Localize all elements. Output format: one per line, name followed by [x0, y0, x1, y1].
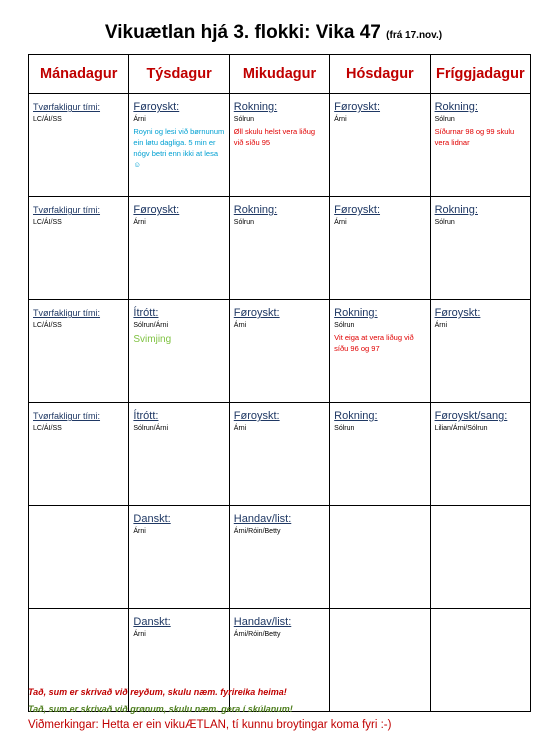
lesson-teacher: Árni [133, 528, 146, 535]
schedule-table [28, 54, 531, 712]
lesson-teacher: Árni [334, 219, 347, 226]
day-header-friday: Fríggjadagur [430, 55, 530, 94]
lesson-subject: Tvørfakligur tími: [33, 102, 101, 112]
schedule-cell [330, 609, 430, 712]
lesson-note: Royni og lesi við børnunum ein løtu dagliga. 5 min er nógv betri enn ikki at lesa☺ [133, 127, 225, 169]
schedule-cell [430, 197, 530, 300]
lesson-teacher: Árni [133, 219, 146, 226]
schedule-row [29, 197, 531, 300]
lesson-teacher: LC/ÁI/SS [33, 219, 62, 226]
lesson-subject: Danskt: [133, 513, 171, 525]
footer-homework-note: Tað, sum er skrivað við reyðum, skulu næm. fyrireika heima! [28, 687, 287, 697]
lesson-subject: Ítrótt: [133, 410, 159, 422]
schedule-cell [129, 197, 229, 300]
schedule-cell [430, 506, 530, 609]
day-header-monday: Mánadagur [29, 55, 129, 94]
schedule-cell [29, 300, 129, 403]
title-text: Vikuætlan hjá 3. flokki: Vika 47 [104, 22, 381, 43]
remark: Viðmerkingar: Hetta er ein vikuÆTLAN, tí kunnu broytingar koma fyri :-) [28, 719, 392, 731]
lesson-teacher: LC/ÁI/SS [33, 116, 62, 123]
lesson-note: Øll skulu helst vera liðug við síðu 95 [233, 127, 316, 147]
schedule-cell [29, 197, 129, 300]
lesson-subject: Danskt: [133, 616, 171, 628]
lesson-subject: Føroyskt: [233, 410, 280, 422]
page-title [0, 22, 547, 44]
schedule-cell [129, 300, 229, 403]
schedule-row [29, 94, 531, 197]
schedule-cell [129, 403, 229, 506]
lesson-subject: Føroyskt/sang: [434, 410, 508, 422]
schedule-cell [330, 300, 430, 403]
schedule-cell [29, 403, 129, 506]
lesson-subject: Føroyskt: [133, 101, 180, 113]
day-header-row [29, 55, 531, 94]
schedule-cell [330, 403, 430, 506]
schedule-row [29, 300, 531, 403]
lesson-teacher: Árni [133, 631, 146, 638]
lesson-teacher: Lilian/Árni/Sólrun [434, 425, 488, 432]
schedule-cell [330, 94, 430, 197]
schedule-cell [330, 197, 430, 300]
lesson-teacher: Sólrun [233, 116, 255, 123]
lesson-teacher: Árni [334, 116, 347, 123]
lesson-subject: Handav/list: [233, 513, 292, 525]
schedule-cell [229, 94, 329, 197]
lesson-teacher: Sólrun/Árni [133, 425, 169, 432]
schedule-cell [330, 506, 430, 609]
lesson-teacher: LC/ÁI/SS [33, 322, 62, 329]
title-date: (frá 17.nov.) [386, 30, 443, 41]
lesson-teacher: Árni [434, 322, 448, 329]
lesson-subject: Rokning: [233, 101, 278, 113]
day-header-tuesday: Týsdagur [129, 55, 229, 94]
schedule-cell [430, 403, 530, 506]
lesson-note: Síðurnar 98 og 99 skulu vera lidnar [434, 127, 515, 147]
lesson-subject: Handav/list: [233, 616, 292, 628]
lesson-teacher: Árni/Róin/Betty [233, 631, 281, 638]
lesson-teacher: Árni [233, 425, 247, 432]
day-header-wednesday: Mikudagur [229, 55, 329, 94]
schedule-cell [129, 94, 229, 197]
lesson-teacher: Sólrun [334, 322, 355, 329]
lesson-subject: Rokning: [434, 101, 478, 113]
lesson-teacher: Sólrun [233, 219, 255, 226]
schedule-cell [129, 506, 229, 609]
schedule-cell [430, 94, 530, 197]
lesson-subject: Rokning: [334, 410, 378, 422]
lesson-subject: Rokning: [233, 204, 278, 216]
day-header-thursday: Hósdagur [330, 55, 430, 94]
lesson-teacher: Árni/Róin/Betty [233, 528, 281, 535]
lesson-subject: Føroyskt: [334, 204, 381, 216]
lesson-subject: Føroyskt: [133, 204, 180, 216]
lesson-subject: Føroyskt: [334, 101, 381, 113]
footer-classwork-note: Tað, sum er skrivað við grønum, skulu næm. gera í skúlanum! [28, 704, 293, 714]
schedule-row [29, 506, 531, 609]
lesson-subject: Føroyskt: [434, 307, 481, 319]
lesson-subject: Tvørfakligur tími: [33, 205, 101, 215]
schedule-cell [229, 197, 329, 300]
schedule-body [29, 94, 531, 712]
schedule-cell [229, 403, 329, 506]
lesson-subject: Føroyskt: [233, 307, 280, 319]
lesson-note: Svimjing [133, 334, 172, 345]
lesson-note: Vit eiga at vera liðug við síðu 96 og 97 [334, 333, 414, 353]
schedule-cell [29, 94, 129, 197]
lesson-teacher: Árni [133, 116, 146, 123]
lesson-subject: Rokning: [334, 307, 378, 319]
lesson-subject: Tvørfakligur tími: [33, 308, 101, 318]
lesson-teacher: Sólrun/Árni [133, 322, 169, 329]
lesson-teacher: Árni [233, 322, 247, 329]
lesson-subject: Ítrótt: [133, 307, 159, 319]
schedule-cell [229, 506, 329, 609]
lesson-teacher: Sólrun [434, 116, 455, 123]
lesson-teacher: Sólrun [334, 425, 355, 432]
lesson-subject: Tvørfakligur tími: [33, 411, 101, 421]
lesson-teacher: Sólrun [434, 219, 455, 226]
schedule-cell [430, 300, 530, 403]
schedule-row [29, 403, 531, 506]
schedule-cell [229, 300, 329, 403]
lesson-subject: Rokning: [434, 204, 478, 216]
schedule-cell [430, 609, 530, 712]
lesson-teacher: LC/ÁI/SS [33, 425, 62, 432]
schedule-cell [29, 506, 129, 609]
